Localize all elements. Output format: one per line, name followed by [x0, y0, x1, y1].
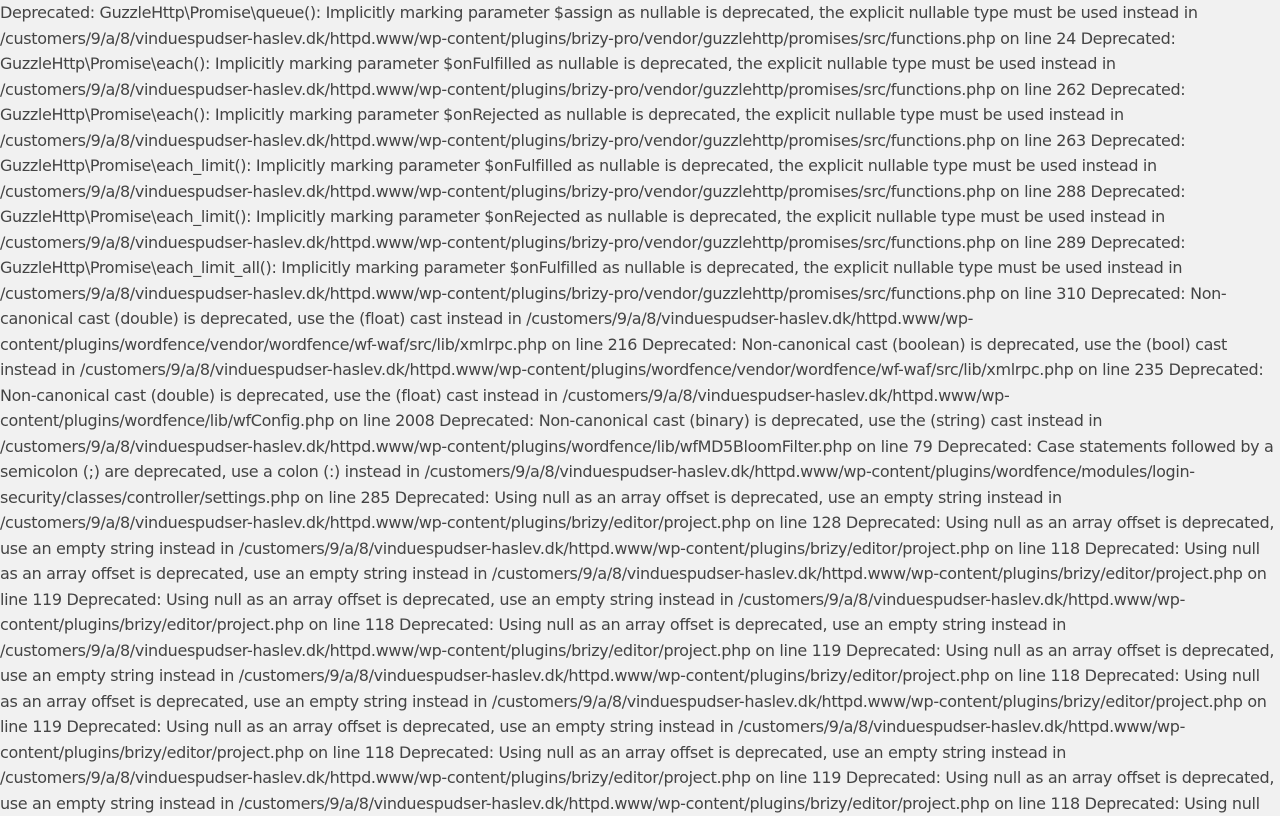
deprecation-notice: Deprecated: Case statements followed by a semicolon (;) are deprecated, use a colon (:) instead in /customers/9/a/8/vinduespudser-haslev.dk/httpd.www/wp-content/plugins/wordfence/modules/login-security/classes/controller/settings.php on line 285 — [0, 436, 1274, 507]
deprecation-notice: Deprecated: Using null as an array offset is deprecated, use an empty string instead in /customers/9/a/8/vinduespudser-haslev.dk/httpd.www/wp-content/plugins/brizy/editor/project.php on line 119 — [0, 538, 1267, 609]
deprecation-notice: Deprecated: GuzzleHttp\Promise\each_limit(): Implicitly marking parameter $onRejected as nullable is deprecated, the explicit nullable type must be used instead in /customers/9/a/8/vinduespudser-haslev.dk/httpd.www/wp-content/plugins/brizy-pro/vendor/guzzlehttp/promises/src/functions.php on line 289 — [0, 181, 1186, 252]
deprecation-notice: Deprecated: GuzzleHttp\Promise\each(): Implicitly marking parameter $onRejected as nullable is deprecated, the explicit nullable type must be used instead in /customers/9/a/8/vinduespudser-haslev.dk/httpd.www/wp-content/plugins/brizy-pro/vendor/guzzlehttp/promises/src/functions.php on line 263 — [0, 79, 1186, 150]
deprecation-notice: Deprecated: Using null as an array offset is deprecated, use an empty string instead in /customers/9/a/8/vinduespudser-haslev.dk/httpd.www/wp-content/plugins/brizy/editor/project.php on line 128 — [0, 487, 1062, 532]
deprecation-notice: Deprecated: Non-canonical cast (binary) is deprecated, use the (string) cast instead in /customers/9/a/8/vinduespudser-haslev.dk/httpd.www/wp-content/plugins/wordfence/lib/wfMD5BloomFilter.php on line 79 — [0, 411, 1103, 456]
deprecation-notice: Deprecated: Using null as an array offset is deprecated, use an empty string instead in /customers/9/a/8/vinduespudser-haslev.dk/httpd.www/wp-content/plugins/brizy/editor/project.php on line 118 — [0, 768, 1275, 813]
deprecation-notice: Deprecated: Using null as an array offset is deprecated, use an empty string instead in /customers/9/a/8/vinduespudser-haslev.dk/httpd.www/wp-content/plugins/brizy/editor/project.php on line 118 — [0, 513, 1275, 558]
deprecation-notice: Deprecated: GuzzleHttp\Promise\each(): Implicitly marking parameter $onFulfilled as nullable is deprecated, the explicit nullable type must be used instead in /customers/9/a/8/vinduespudser-haslev.dk/httpd.www/wp-content/plugins/brizy-pro/vendor/guzzlehttp/promises/src/functions.php on line 262 — [0, 28, 1176, 99]
deprecation-notice: Deprecated: Non-canonical cast (double) is deprecated, use the (float) cast instead in /customers/9/a/8/vinduespudser-haslev.dk/httpd.www/wp-content/plugins/wordfence/vendor/wordfence/wf-waf/src/lib/xmlrpc.php on line 216 — [0, 283, 1227, 354]
deprecation-notice: Deprecated: GuzzleHttp\Promise\each_limit(): Implicitly marking parameter $onFulfilled as nullable is deprecated, the explicit nullable type must be used instead in /customers/9/a/8/vinduespudser-haslev.dk/httpd.www/wp-content/plugins/brizy-pro/vendor/guzzlehttp/promises/src/functions.php on line 288 — [0, 130, 1186, 201]
deprecation-notice: Deprecated: Using null as an array offset is deprecated, use an empty string instead in /customers/9/a/8/vinduespudser-haslev.dk/httpd.www/wp-content/plugins/brizy/editor/project.php on line 119 — [0, 666, 1267, 736]
deprecation-notice: Deprecated: Non-canonical cast (boolean) is deprecated, use the (bool) cast instead in /customers/9/a/8/vinduespudser-haslev.dk/httpd.www/wp-content/plugins/wordfence/vendor/wordfence/wf-waf/src/lib/xmlrpc.php on line 235 — [0, 334, 1227, 379]
deprecation-notice: Deprecated: GuzzleHttp\Promise\queue(): Implicitly marking parameter $assign as nullable is deprecated, the explicit nullable type must be used instead in /customers/9/a/8/vinduespudser-haslev.dk/httpd.www/wp-content/plugins/brizy-pro/vendor/guzzlehttp/promises/src/functions.php on line 24 — [0, 3, 1198, 48]
deprecation-notice: Deprecated: Using null as an array offset is deprecated, use an empty string instead in /customers/9/a/8/vinduespudser-haslev.dk/httpd.www/wp-content/plugins/brizy/editor/project.php on line 118 — [0, 640, 1275, 685]
deprecation-notice: Deprecated: Using null — [1084, 793, 1260, 813]
deprecation-notice: Deprecated: Non-canonical cast (double) is deprecated, use the (float) cast instead in /customers/9/a/8/vinduespudser-haslev.dk/httpd.www/wp-content/plugins/wordfence/lib/wfConfig.php on line 2008 — [0, 360, 1264, 430]
deprecation-notice: Deprecated: Using null as an array offset is deprecated, use an empty string instead in /customers/9/a/8/vinduespudser-haslev.dk/httpd.www/wp-content/plugins/brizy/editor/project.php on line 119 — [0, 742, 1066, 787]
deprecation-notice: Deprecated: Using null as an array offset is deprecated, use an empty string instead in /customers/9/a/8/vinduespudser-haslev.dk/httpd.www/wp-content/plugins/brizy/editor/project.php on line 119 — [0, 615, 1066, 660]
deprecation-notice: Deprecated: Using null as an array offset is deprecated, use an empty string instead in /customers/9/a/8/vinduespudser-haslev.dk/httpd.www/wp-content/plugins/brizy/editor/project.php on line 118 — [0, 717, 1186, 762]
deprecation-notice: Deprecated: GuzzleHttp\Promise\each_limit_all(): Implicitly marking parameter $onFulfilled as nullable is deprecated, the explicit nullable type must be used instead in /customers/9/a/8/vinduespudser-haslev.dk/httpd.www/wp-content/plugins/brizy-pro/vendor/guzzlehttp/promises/src/functions.php on line 310 — [0, 232, 1186, 303]
deprecation-notice: Deprecated: Using null as an array offset is deprecated, use an empty string instead in /customers/9/a/8/vinduespudser-haslev.dk/httpd.www/wp-content/plugins/brizy/editor/project.php on line 118 — [0, 589, 1186, 634]
